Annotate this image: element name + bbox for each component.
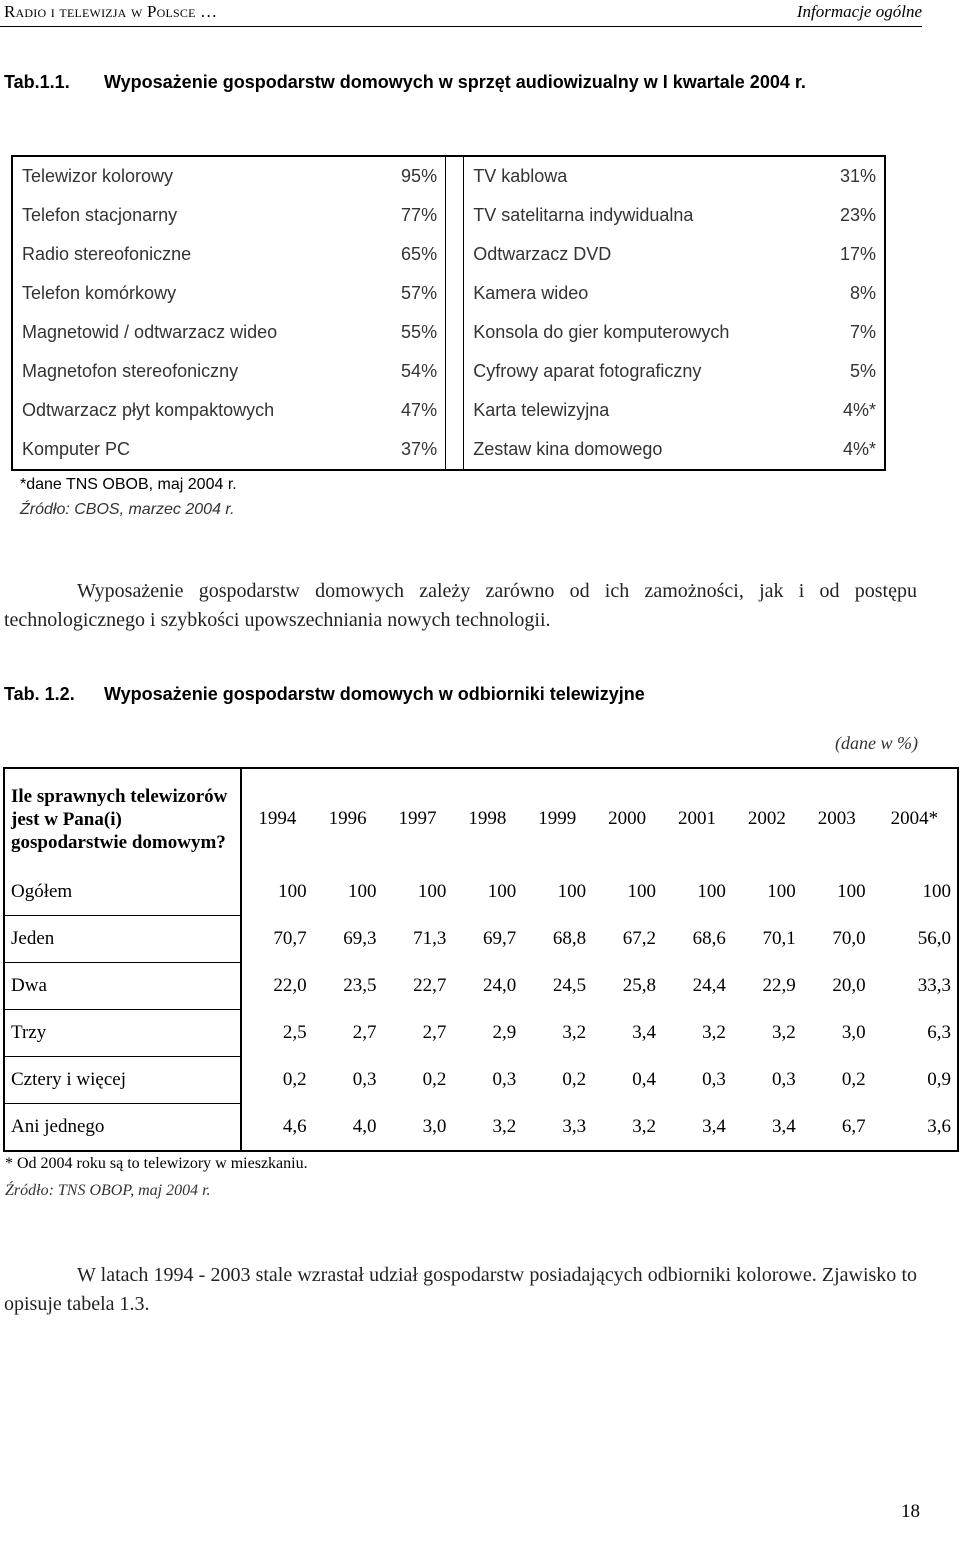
row-label: Ogółem [4, 869, 241, 916]
table-row [12, 352, 885, 391]
table1-title: Wyposażenie gospodarstw domowych w sprzęt audiowizualny w I kwartale 2004 r. [104, 72, 806, 92]
table-cell: 33,3 [872, 963, 958, 1010]
equipment-value: 4%* [842, 400, 876, 420]
year-header: 2002 [732, 768, 802, 869]
table2-caption [4, 684, 645, 705]
table-row [4, 963, 958, 1010]
table-cell: 100 [417, 881, 447, 903]
year-header: 1998 [452, 768, 522, 869]
equipment-value: 47% [401, 400, 438, 420]
equipment-value: 37% [401, 439, 438, 459]
equipment-label: Telewizor kolorowy [22, 166, 174, 186]
equipment-label: Radio stereofoniczne [22, 244, 192, 264]
equipment-label: TV satelitarna indywidualna [473, 205, 694, 225]
table-cell: 0,3 [772, 1069, 796, 1090]
equipment-value: 65% [401, 244, 438, 264]
table-cell: 20,0 [832, 975, 866, 996]
paragraph-1 [4, 577, 917, 635]
column-separator [446, 156, 464, 196]
table-row [12, 235, 885, 274]
header-rule [0, 26, 922, 27]
equipment-label: Zestaw kina domowego [473, 439, 663, 459]
table-cell: 56,0 [872, 916, 958, 963]
equipment-value: 17% [839, 244, 876, 264]
running-header-left: Radio i telewizja w Polsce … [4, 2, 218, 21]
tv-sets-table [3, 767, 959, 1152]
table-row [4, 916, 958, 963]
year-header: 2003 [802, 768, 872, 869]
table2-title: Wyposażenie gospodarstw domowych w odbiorniki telewizyjne [104, 684, 645, 704]
table-cell: 69,3 [343, 928, 377, 949]
equipment-value: 55% [401, 322, 438, 342]
row-label: Dwa [4, 963, 241, 1010]
year-header: 1999 [522, 768, 592, 869]
page-number: 18 [901, 1501, 920, 1522]
equipment-label: Magnetowid / odtwarzacz wideo [22, 322, 278, 342]
table-cell: 70,1 [762, 928, 796, 949]
table-cell: 4,0 [313, 1104, 383, 1152]
table-row [4, 1010, 958, 1057]
column-separator [446, 235, 464, 274]
equipment-value: 54% [401, 361, 438, 381]
column-separator [446, 430, 464, 470]
equipment-value: 5% [849, 361, 876, 381]
table-row [12, 156, 885, 196]
table-cell: 100 [278, 881, 307, 903]
stub-header: Ile sprawnych telewizorów jest w Pana(i) gospodarstwie domowym? [4, 768, 241, 869]
table-cell: 68,8 [552, 928, 587, 949]
equipment-value: 57% [401, 283, 438, 303]
table-cell: 0,2 [841, 1069, 866, 1090]
table-cell: 69,7 [483, 928, 517, 949]
table-row [12, 196, 885, 235]
year-header: 1997 [383, 768, 453, 869]
table-cell: 6,3 [872, 1010, 958, 1057]
table-row [4, 869, 958, 916]
table-cell: 25,8 [622, 975, 657, 996]
running-header-right: Informacje ogólne [796, 2, 922, 21]
table-cell: 0,3 [702, 1069, 726, 1090]
table-cell: 22,0 [273, 975, 307, 996]
table-cell: 0,2 [422, 1069, 447, 1090]
table-row [4, 1104, 958, 1152]
equipment-label: Cyfrowy aparat fotograficzny [473, 361, 702, 381]
column-separator [446, 274, 464, 313]
equipment-label: Telefon stacjonarny [22, 205, 178, 225]
equipment-label: TV kablowa [473, 166, 568, 186]
row-label: Jeden [4, 916, 241, 963]
table-cell: 68,6 [692, 928, 726, 949]
equipment-label: Konsola do gier komputerowych [473, 322, 730, 342]
table-cell: 22,9 [762, 975, 796, 996]
table-cell: 3,2 [592, 1104, 662, 1152]
table-cell: 3,0 [383, 1104, 453, 1152]
table-cell: 0,9 [872, 1057, 958, 1104]
table-cell: 2,7 [352, 1022, 377, 1043]
table-cell: 71,3 [413, 928, 447, 949]
table-cell: 3,2 [772, 1022, 796, 1043]
row-label: Ani jednego [4, 1104, 241, 1152]
table-cell: 24,0 [483, 975, 517, 996]
year-header: 1994 [241, 768, 313, 869]
table-cell: 3,4 [662, 1104, 732, 1152]
table-cell: 100 [837, 881, 866, 903]
table2-number: Tab. 1.2. [4, 684, 75, 704]
table-cell: 3,3 [522, 1104, 592, 1152]
table-cell: 0,2 [282, 1069, 307, 1090]
table-row [12, 313, 885, 352]
table-cell: 24,5 [552, 975, 587, 996]
year-header: 1996 [313, 768, 383, 869]
table-cell: 100 [872, 869, 958, 916]
equipment-label: Karta telewizyjna [473, 400, 610, 420]
row-label: Trzy [4, 1010, 241, 1057]
table1-caption [4, 72, 806, 93]
table1-note: *dane TNS OBOB, maj 2004 r. [20, 476, 237, 493]
equipment-value: 77% [401, 205, 438, 225]
table-cell: 0,4 [632, 1069, 657, 1090]
table-cell: 100 [697, 881, 726, 903]
equipment-label: Magnetofon stereofoniczny [22, 361, 239, 381]
table-row [4, 1057, 958, 1104]
row-label: Cztery i więcej [4, 1057, 241, 1104]
table-cell: 0,3 [492, 1069, 517, 1090]
equipment-label: Odtwarzacz płyt kompaktowych [22, 400, 275, 420]
equipment-value: 31% [839, 166, 876, 186]
table-cell: 2,5 [282, 1022, 307, 1043]
table2-source: Źródło: TNS OBOP, maj 2004 r. [5, 1182, 211, 1199]
year-header: 2004* [872, 768, 958, 869]
equipment-value: 8% [849, 283, 876, 303]
equipment-value: 95% [401, 166, 438, 186]
table2-note: * Od 2004 roku są to telewizory w mieszkaniu. [5, 1155, 308, 1172]
table-cell: 100 [487, 881, 517, 903]
table-cell: 70,0 [832, 928, 866, 949]
equipment-label: Odtwarzacz DVD [473, 244, 612, 264]
table-cell: 2,9 [492, 1022, 517, 1043]
table-cell: 3,0 [841, 1022, 866, 1043]
table-cell: 100 [627, 881, 657, 903]
column-separator [446, 391, 464, 430]
paragraph-1-text: Wyposażenie gospodarstw domowych zależy zarówno od ich zamożności, jak i od postępu technologicznego i szybkości upowszechniania nowych technologii. [4, 580, 917, 631]
table-cell: 23,5 [343, 975, 377, 996]
table-cell: 3,2 [702, 1022, 726, 1043]
table-cell: 6,7 [802, 1104, 872, 1152]
table1-source: Źródło: CBOS, marzec 2004 r. [20, 501, 235, 518]
table-cell: 3,2 [562, 1022, 587, 1043]
column-separator [446, 313, 464, 352]
column-separator [446, 352, 464, 391]
table-cell: 0,3 [352, 1069, 377, 1090]
equipment-label: Kamera wideo [473, 283, 589, 303]
table2-unit: (dane w %) [835, 733, 918, 753]
table-cell: 3,4 [732, 1104, 802, 1152]
paragraph-2-text: W latach 1994 - 2003 stale wzrastał udział gospodarstw posiadających odbiorniki kolorowe. Zjawisko to opisuje tabela 1.3. [4, 1264, 917, 1315]
equipment-label: Telefon komórkowy [22, 283, 177, 303]
year-header: 2001 [662, 768, 732, 869]
table-cell: 100 [557, 881, 587, 903]
table1-number: Tab.1.1. [4, 72, 70, 92]
equipment-table [11, 155, 886, 471]
table-cell: 2,7 [422, 1022, 447, 1043]
table-cell: 3,2 [452, 1104, 522, 1152]
table-cell: 70,7 [273, 928, 307, 949]
table-cell: 4,6 [241, 1104, 313, 1152]
table-cell: 67,2 [622, 928, 657, 949]
equipment-value: 4%* [842, 439, 876, 459]
table-cell: 0,2 [562, 1069, 587, 1090]
table-cell: 100 [348, 881, 377, 903]
table-cell: 3,6 [872, 1104, 958, 1152]
table-cell: 3,4 [632, 1022, 657, 1043]
table-cell: 100 [767, 881, 796, 903]
equipment-value: 7% [849, 322, 876, 342]
year-header: 2000 [592, 768, 662, 869]
table-row [12, 430, 885, 470]
paragraph-2 [4, 1261, 917, 1319]
table-row [12, 391, 885, 430]
table-cell: 24,4 [692, 975, 726, 996]
table-cell: 22,7 [413, 975, 447, 996]
column-separator [446, 196, 464, 235]
equipment-value: 23% [839, 205, 876, 225]
equipment-label: Komputer PC [22, 439, 131, 459]
table-row [12, 274, 885, 313]
